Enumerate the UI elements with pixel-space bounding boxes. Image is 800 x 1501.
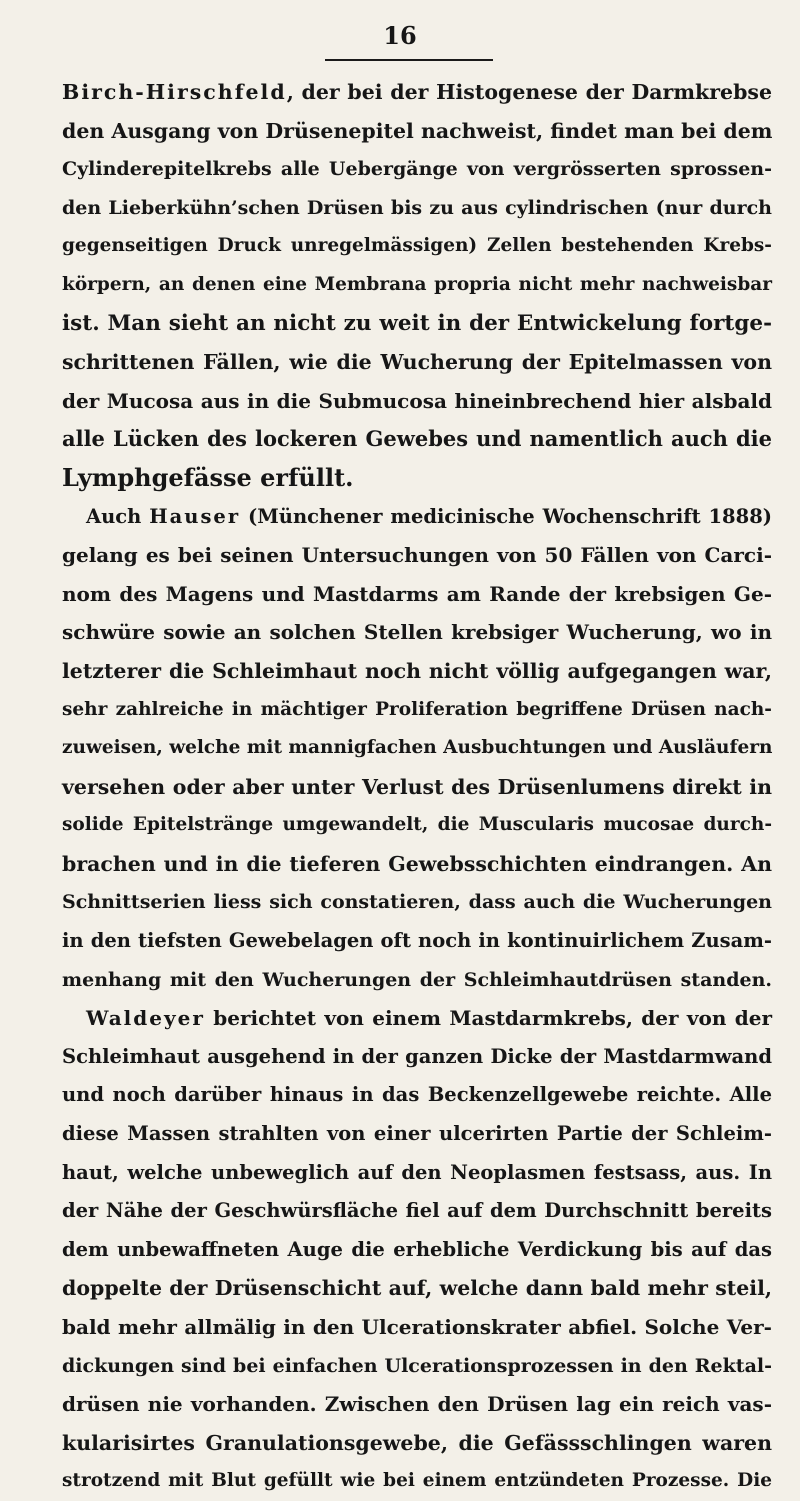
text-line: gegenseitigen Druck unregelmässigen) Zellen bestehenden Krebs- [62, 235, 772, 257]
text-line: sehr zahlreiche in mächtiger Proliferation begriffene Drüsen nach- [62, 698, 772, 720]
text-line: strotzend mit Blut gefüllt wie bei einem entzündeten Prozesse. Die [62, 1470, 772, 1492]
text-line: schrittenen Fällen, wie die Wucherung der Epitelmassen von [62, 350, 772, 375]
text-line: der Nähe der Geschwürsfläche fiel auf dem Durchschnitt bereits [62, 1199, 772, 1223]
text-line: nom des Magens und Mastdarms am Rande der krebsigen Ge- [62, 581, 772, 606]
text-line: brachen und in die tieferen Gewebsschichten eindrangen. An [62, 851, 772, 876]
text-line: alle Lücken des lockeren Gewebes und namentlich auch die [62, 426, 772, 452]
author-name: Waldeyer [86, 1006, 205, 1031]
page-number: 16 [383, 21, 417, 50]
text-line: den Lieberkühn’schen Drüsen bis zu aus cylindrischen (nur durch [62, 196, 772, 219]
text-line: diese Massen strahlten von einer ulcerirten Partie der Schleim- [62, 1122, 772, 1146]
author-name: Birch-Hirschfeld [62, 80, 287, 104]
text-line: Auch Hauser (Münchener medicinische Wochenschrift 1888) [86, 504, 772, 528]
text-line: solide Epitelstränge umgewandelt, die Muscularis mucosae durch- [62, 814, 772, 836]
text-line: haut, welche unbeweglich auf den Neoplasmen festsass, aus. In [62, 1160, 772, 1184]
page-number-rule [325, 59, 493, 61]
body-text [62, 73, 772, 1501]
text-line: dickungen sind bei einfachen Ulcerationsprozessen in den Rektal- [62, 1354, 772, 1377]
text-line: dem unbewaffneten Auge die erhebliche Verdickung bis auf das [62, 1237, 772, 1261]
author-name: Hauser [149, 504, 241, 528]
text-line: körpern, an denen eine Membrana propria nicht mehr nachweisbar [62, 273, 772, 295]
text-line: der Mucosa aus in die Submucosa hineinbrechend hier alsbald [62, 388, 772, 413]
text-line: Schleimhaut ausgehend in der ganzen Dicke der Mastdarmwand [62, 1044, 772, 1068]
text-line: zuweisen, welche mit mannigfachen Ausbuchtungen und Ausläufern [62, 737, 773, 759]
text-line: schwüre sowie an solchen Stellen krebsiger Wucherung, wo in [62, 620, 772, 645]
text-line: und noch darüber hinaus in das Beckenzellgewebe reichte. Alle [62, 1083, 772, 1107]
text-line: doppelte der Drüsenschicht auf, welche dann bald mehr steil, [62, 1276, 772, 1301]
text-line: den Ausgang von Drüsenepitel nachweist, findet man bei dem [62, 118, 773, 143]
text-line: drüsen nie vorhanden. Zwischen den Drüsen lag ein reich vas- [62, 1392, 772, 1417]
text-line: ist. Man sieht an nicht zu weit in der Entwickelung fortge- [62, 310, 772, 336]
text-line: Birch-Hirschfeld, der bei der Histogenese der Darmkrebse [62, 80, 772, 104]
text-line: Lymphgefässe erfüllt. [62, 462, 354, 492]
text-line: letzterer die Schleimhaut noch nicht völlig aufgegangen war, [62, 658, 772, 683]
text-line: versehen oder aber unter Verlust des Drüsenlumens direkt in [62, 774, 772, 799]
text-line: menhang mit den Wucherungen der Schleimhautdrüsen standen. [62, 968, 772, 991]
text-line: kularisirtes Granulationsgewebe, die Gefässschlingen waren [62, 1430, 772, 1455]
text-line: in den tiefsten Gewebelagen oft noch in kontinuirlichem Zusam- [62, 929, 772, 953]
text-line: gelang es bei seinen Untersuchungen von 50 Fällen von Carci- [62, 543, 772, 568]
text-line: Schnittserien liess sich constatieren, dass auch die Wucherungen [62, 891, 772, 914]
text-line: Cylinderepitelkrebs alle Uebergänge von vergrösserten sprossen- [62, 158, 772, 181]
text-line: bald mehr allmälig in den Ulcerationskrater abfiel. Solche Ver- [62, 1315, 772, 1339]
text-line: Waldeyer berichtet von einem Mastdarmkrebs, der von der [86, 1006, 772, 1031]
